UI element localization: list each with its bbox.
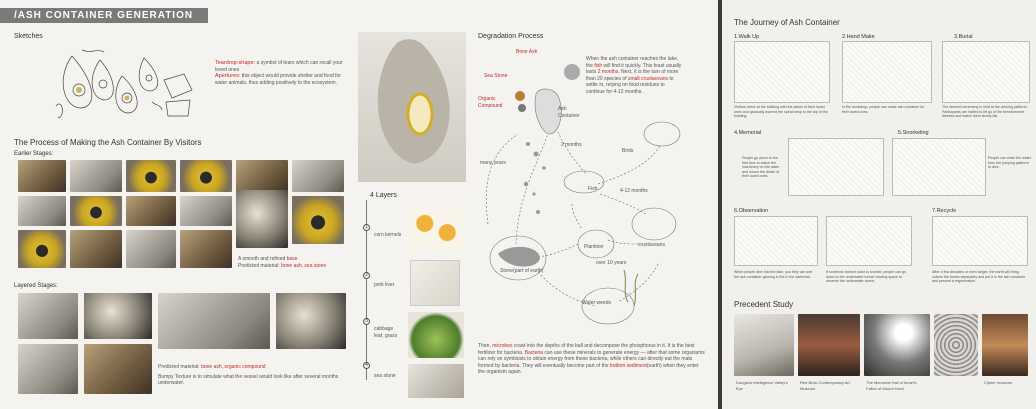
journey-sketch xyxy=(942,41,1030,103)
teardrop-label: Teardrop-shape: xyxy=(215,60,256,66)
right-board xyxy=(722,0,1036,409)
layered-stages-heading: Layered Stages: xyxy=(14,283,58,289)
teardrop-text: a symbol of tears which can recall your loved ones xyxy=(215,60,343,73)
journey-step-caption: People go down to the first floor to watch the machinery on the water and mourn the death of their loved ones. xyxy=(742,156,780,179)
journey-step-caption: After a few decades or even longer, the earth will bring culture the bones separately and put it in the ash container and present a regeneration. xyxy=(932,270,1026,284)
precedent-name: Red Brick Contemporary Art Museum xyxy=(800,380,850,391)
precedent-heading: Precedent Study xyxy=(734,300,794,309)
journey-sketch xyxy=(734,41,830,103)
earlier-caption xyxy=(238,256,358,269)
label-over-ten: over 10 years xyxy=(596,260,627,266)
degradation-bottom-text xyxy=(478,343,706,376)
photo xyxy=(180,196,232,226)
journey-sketch xyxy=(892,138,986,196)
photo xyxy=(70,160,122,192)
apertures-text: this object would provide shelter and food for water animals, thus adding positively to the ecosystem. xyxy=(215,73,341,86)
layers-heading: 4 Layers xyxy=(370,192,397,199)
photo xyxy=(126,230,176,268)
desc-fish: fish xyxy=(594,62,603,69)
sketches-drawing xyxy=(52,46,202,124)
apertures-label: Apertures: xyxy=(215,73,241,79)
smooth-text: A smooth and refined xyxy=(238,256,287,262)
journey-step-caption: People can enter the water from the jumping platform to dive. xyxy=(988,156,1031,170)
page-title: /ASH CONTAINER GENERATION xyxy=(14,10,194,21)
label-crustaceans: crustaceans xyxy=(638,242,665,248)
bumpy-text: Bumpy Texture is to simulate what the vessel would look like after several months underwater. xyxy=(158,373,339,386)
earlier-stages-heading: Earlier Stages: xyxy=(14,151,54,157)
label-many-years: many years xyxy=(480,160,506,166)
journey-step-caption: The farewell ceremony is held at the viewing platform. Participants are invited to let go of the bereavement distress and watch them slowly fall. xyxy=(942,105,1028,119)
corn-photo xyxy=(408,205,464,251)
predicted2-label: Predicted material: xyxy=(158,364,202,370)
photo xyxy=(276,293,346,349)
sketch-notes xyxy=(215,60,345,86)
label-birds: Birds xyxy=(622,148,634,154)
label-waterweeds: Water weeds xyxy=(582,300,611,306)
sketches-heading: Sketches xyxy=(14,33,43,40)
photo xyxy=(84,344,152,394)
journey-sketch xyxy=(788,138,884,196)
desc-text: will find it quickly. This feast usually lasts xyxy=(586,62,682,75)
photo xyxy=(236,160,288,192)
desc-2months: 2 months xyxy=(597,69,619,75)
photo xyxy=(18,293,78,339)
photo xyxy=(292,160,344,192)
journey-sketch xyxy=(734,216,818,266)
journey-step-caption: In the workshop, people can make ash container for their loved ones. xyxy=(842,105,925,114)
journey-step-title: 1.Walk Up xyxy=(734,34,760,40)
bottom-text: crawl into the depths of the ball and decompose the phosphorus in it. It is the best fertilizer for bacteria. xyxy=(478,343,695,356)
bottom-text: can use these minerals to generate energy — after that some organisms can rely on symbiosis to obtain energy from these bacteria, while others can directly eat the mats formed by bacteria. They will eventually become part of the xyxy=(478,349,705,369)
pork-liver-photo xyxy=(410,260,460,306)
journey-step-caption: Visitors arrive at the building with the ashes of their loved ones and gradually ascend the spiral ramp to the top of the building. xyxy=(734,105,828,119)
journey-step-title: 2.Hand Make xyxy=(842,34,875,40)
desc-text: to settle in, relying on food residues to continue for 4-12 months. xyxy=(586,75,674,95)
photo xyxy=(18,196,66,226)
predicted2-value: bone ash, organic compound xyxy=(201,364,266,370)
bottom-bacteria: Bacteria xyxy=(524,349,544,356)
journey-sketch xyxy=(826,216,912,266)
cabbage-photo xyxy=(408,312,464,358)
bottom-sediment: bottom sediment xyxy=(609,362,647,369)
label-ash-container: Ash Container xyxy=(558,106,580,119)
process-heading: The Process of Making the Ash Container By Visitors xyxy=(14,138,202,147)
journey-step-title: 7.Recycle xyxy=(932,208,957,214)
vessel-photo xyxy=(358,32,466,182)
layer-number: 1 xyxy=(363,224,370,231)
photo xyxy=(70,230,122,268)
photo xyxy=(18,344,78,394)
degradation-heading: Degradation Process xyxy=(478,33,544,40)
layer-label: sea stone xyxy=(374,373,396,379)
journey-step-title: 5.Snorkeling xyxy=(898,130,929,136)
layer-number: 2 xyxy=(363,272,370,279)
bottom-text: Then, xyxy=(478,343,493,349)
label-plankton: Plankton xyxy=(584,244,604,250)
journey-sketch xyxy=(932,216,1028,266)
predicted1-label: Predicted material: xyxy=(238,262,282,269)
precedent-photo xyxy=(864,314,930,376)
label-sea-stone: Sea Stone xyxy=(484,73,508,79)
photo xyxy=(126,196,176,226)
predicted1-value: bone ash, sea stone xyxy=(281,262,327,269)
photo xyxy=(18,160,66,192)
photo xyxy=(236,190,288,248)
desc-text: When the ash container reaches the lake, the xyxy=(586,56,679,69)
journey-heading: The Journey of Ash Container xyxy=(734,18,840,27)
desc-crustaceans: small crustaceans xyxy=(627,75,668,82)
label-stone: Stone(part of earth) xyxy=(500,268,544,274)
journey-step-title: 6.Observation xyxy=(734,208,769,214)
precedent-photo xyxy=(734,314,794,376)
photo xyxy=(158,293,270,349)
layer-number: 4 xyxy=(363,362,370,369)
precedent-photo xyxy=(982,314,1028,376)
precedent-name: Dongshu Intelligence Valley's Eye xyxy=(736,380,788,391)
photo xyxy=(180,230,232,268)
label-fish: Fish xyxy=(588,186,598,192)
layered-caption xyxy=(158,364,348,387)
precedent-name: Cipher museum xyxy=(984,380,1013,385)
label-bone-ash: Bone Ash xyxy=(516,49,538,55)
journey-step-caption: When people dive into the lake, you they can see the ash container glowing in the in the darkness. xyxy=(734,270,813,279)
layer-number: 3 xyxy=(363,318,370,325)
photo xyxy=(292,196,344,244)
bottom-text: (earth) when they enter the organism again. xyxy=(478,362,699,375)
photo xyxy=(70,196,122,226)
smooth-red: base xyxy=(286,256,298,262)
photo xyxy=(126,160,176,192)
photo xyxy=(18,230,66,268)
label-organic: Organic Compound xyxy=(478,96,503,109)
photo xyxy=(180,160,232,192)
precedent-photo xyxy=(798,314,860,376)
layer-label: corn kernels xyxy=(374,232,402,238)
label-four-twelve: 4-12 months xyxy=(620,188,648,194)
sea-stone-photo xyxy=(408,364,464,398)
photo xyxy=(84,293,152,339)
layer-label: cabbage leaf, grass xyxy=(374,326,398,339)
observation-note: If someone doesn't want to snorkel, people can go down to the underwater tunnel viewing space to observe the underwater scene. xyxy=(826,270,906,284)
journey-sketch xyxy=(842,41,932,103)
journey-step-title: 4.Memorial xyxy=(734,130,762,136)
journey-step-title: 3.Burial xyxy=(954,34,973,40)
precedent-name: The Memorial Hall of Israel's Fallen of Mount Herzl xyxy=(866,380,917,391)
bottom-microbes: microbes xyxy=(492,343,513,349)
desc-text: . Next, it is the turn of more than 20 species of xyxy=(586,69,679,82)
layer-label: pork liver xyxy=(374,282,395,288)
label-two-months: 2 months xyxy=(561,142,582,148)
precedent-photo xyxy=(934,314,978,376)
